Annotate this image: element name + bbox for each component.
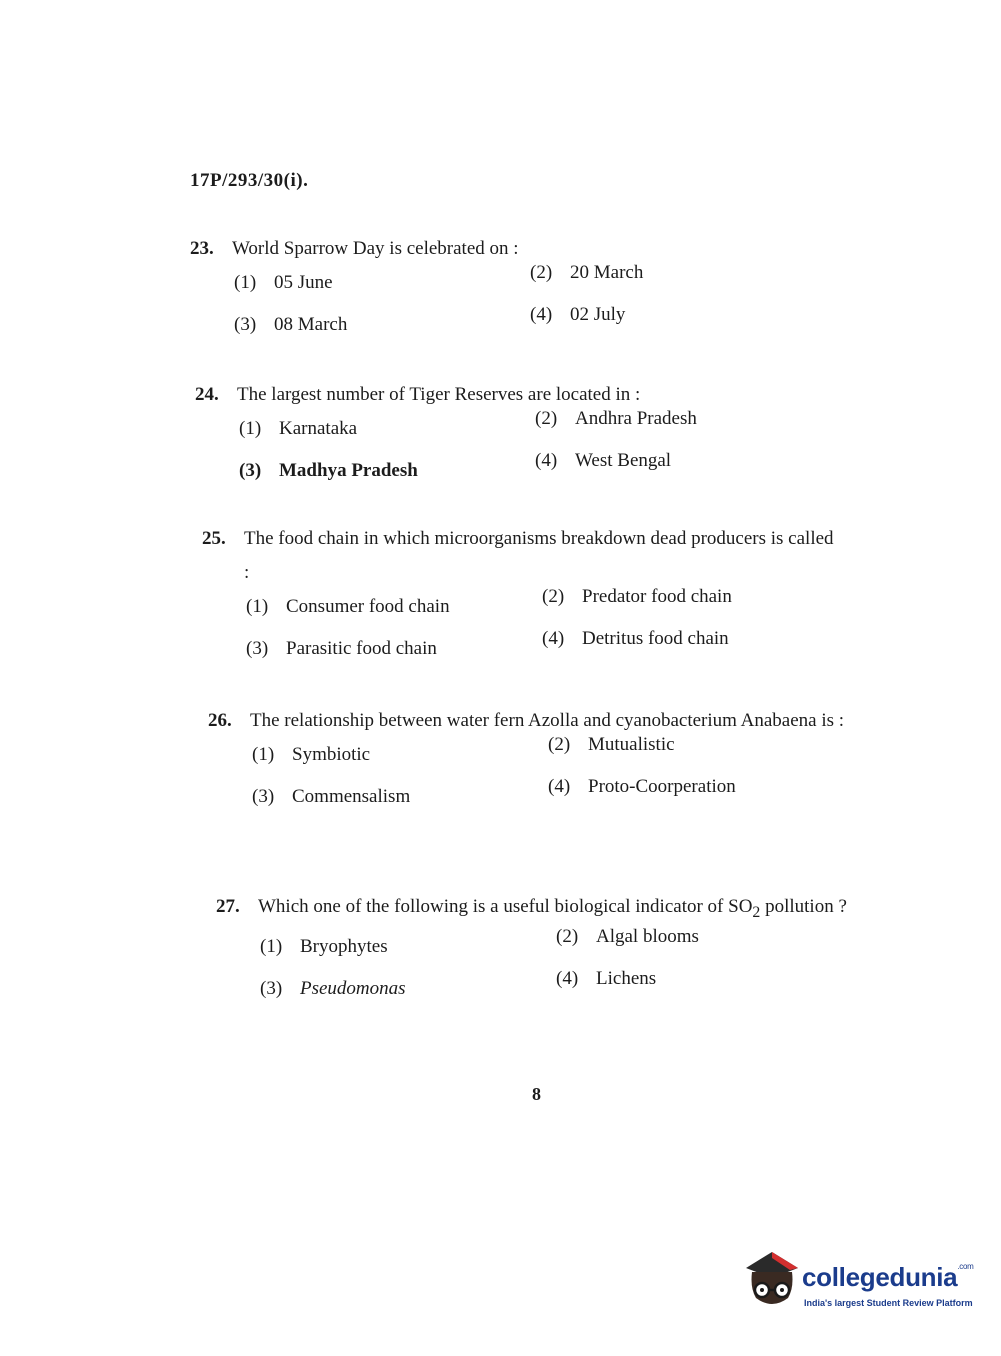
option-3: (3) 08 March — [234, 314, 348, 335]
option-2: (2) 20 March — [530, 262, 644, 283]
question-25 — [202, 522, 842, 680]
question-stem — [190, 232, 830, 266]
option-1: (1) 05 June — [234, 272, 333, 293]
question-text-end: pollution ? — [760, 896, 847, 917]
options — [208, 734, 848, 828]
option-2: (2) Mutualistic — [548, 734, 675, 755]
question-stem — [216, 890, 856, 930]
option-3: (3) Pseudomonas — [260, 977, 406, 999]
question-text: World Sparrow Day is celebrated on : — [232, 238, 519, 259]
option-4: (4) Proto-Coorperation — [548, 776, 736, 797]
option-1: (1) Symbiotic — [252, 744, 371, 765]
options — [216, 925, 856, 1020]
options — [202, 586, 842, 680]
question-number: 23. — [190, 238, 214, 259]
paper-code: 17P/293/30(i). — [190, 170, 309, 191]
question-text: Which one of the following is a useful biological indicator of SO — [258, 896, 753, 917]
option-1: (1) Karnataka — [239, 418, 358, 439]
options — [190, 262, 830, 356]
option-4: (4) West Bengal — [535, 450, 672, 471]
brand-name: collegedunia$^{.com}$ — [802, 1262, 974, 1292]
question-number: 27. — [216, 896, 240, 917]
question-23 — [190, 232, 830, 356]
option-1: (1) Consumer food chain — [246, 596, 450, 617]
collegedunia-watermark — [742, 1248, 972, 1318]
question-number: 24. — [195, 384, 219, 405]
question-text: The food chain in which microorganisms breakdown dead producers is called : — [244, 528, 834, 583]
option-2: (2) Predator food chain — [542, 586, 732, 607]
question-stem — [208, 704, 848, 738]
question-26 — [208, 704, 848, 828]
option-3: (3) Madhya Pradesh — [239, 460, 418, 481]
question-stem — [202, 522, 842, 590]
question-27 — [216, 890, 856, 1020]
option-4: (4) Detritus food chain — [542, 628, 729, 649]
brand-tagline: India's largest Student Review Platform — [804, 1298, 973, 1308]
option-1: (1) Bryophytes — [260, 935, 388, 957]
question-number: 26. — [208, 710, 232, 731]
mascot-logo-icon — [742, 1248, 802, 1312]
page-number: 8 — [532, 1084, 541, 1104]
option-2: (2) Andhra Pradesh — [535, 408, 697, 429]
question-24 — [195, 378, 835, 502]
subscript-2: 2 — [752, 903, 761, 921]
option-2: (2) Algal blooms — [556, 925, 699, 947]
option-4: (4) 02 July — [530, 304, 626, 325]
options — [195, 408, 835, 502]
question-stem — [195, 378, 835, 412]
question-text: The relationship between water fern Azolla and cyanobacterium Anabaena is : — [250, 710, 845, 731]
question-number: 25. — [202, 528, 226, 549]
question-text: The largest number of Tiger Reserves are located in : — [237, 384, 641, 405]
option-3: (3) Parasitic food chain — [246, 638, 437, 659]
option-4: (4) Lichens — [556, 967, 657, 989]
option-3: (3) Commensalism — [252, 786, 411, 807]
